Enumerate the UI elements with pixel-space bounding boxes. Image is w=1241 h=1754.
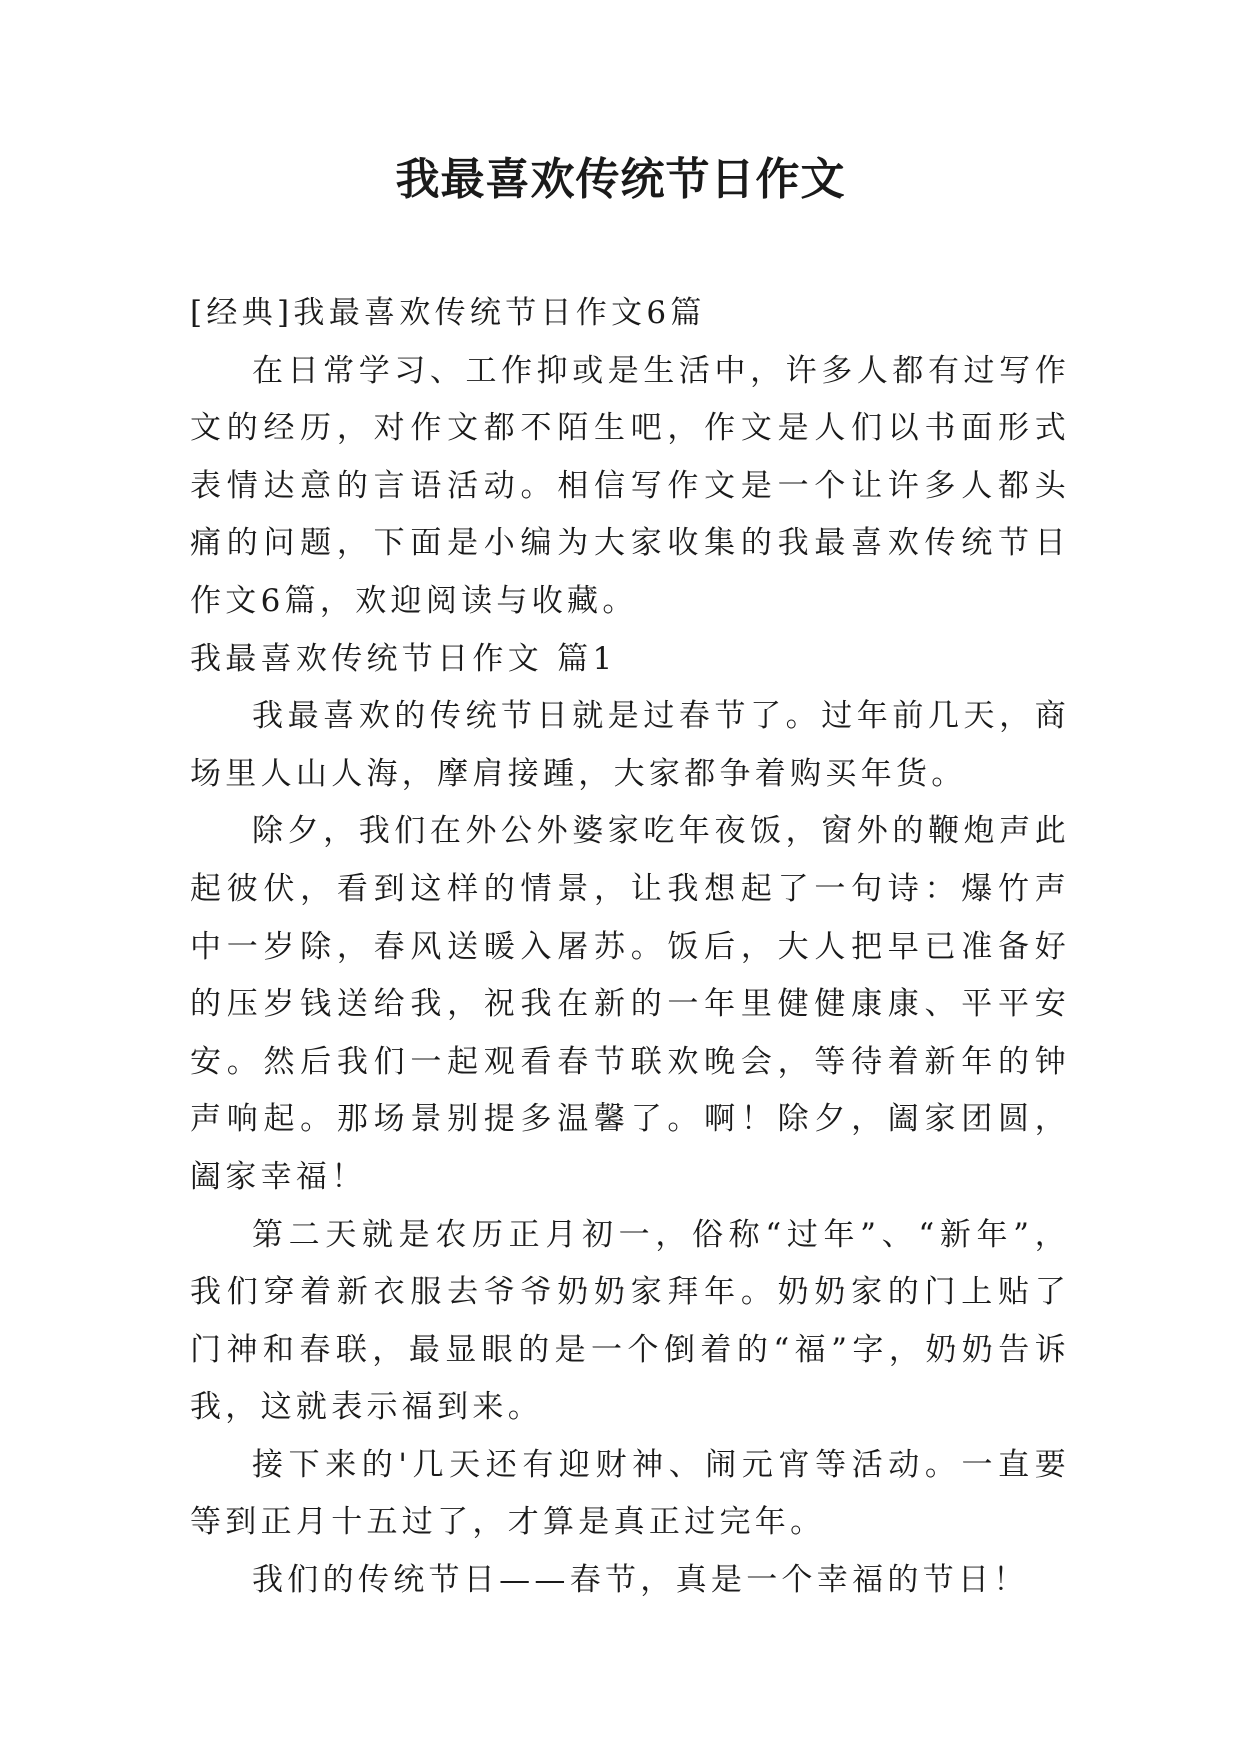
body-paragraph: 第二天就是农历正月初一，俗称“过年”、“新年”，我们穿着新衣服去爷爷奶奶家拜年。奶奶家的门上贴了门神和春联，最显眼的是一个倒着的“福”字，奶奶告诉我，这就表示福到来。	[190, 1216, 1070, 1426]
document-subtitle: [经典]我最喜欢传统节日作文6篇	[190, 295, 706, 331]
body-paragraph: 我最喜欢的传统节日就是过春节了。过年前几天，商场里人山人海，摩肩接踵，大家都争着购买年货。	[190, 698, 1070, 792]
body-paragraph: 除夕，我们在外公外婆家吃年夜饭，窗外的鞭炮声此起彼伏，看到这样的情景，让我想起了一句诗：爆竹声中一岁除，春风送暖入屠苏。饭后，大人把早已准备好的压岁钱送给我，祝我在新的一年里健健康康、平平安安。然后我们一起观看春节联欢晚会，等待着新年的钟声响起。那场景别提多温馨了。啊！除夕，阖家团圆，阖家幸福！	[190, 813, 1070, 1195]
body-paragraph: 我们的传统节日——春节，真是一个幸福的节日！	[252, 1562, 1029, 1599]
document-body	[190, 285, 1070, 1610]
section-heading: 我最喜欢传统节日作文 篇1	[190, 640, 617, 677]
intro-paragraph: 在日常学习、工作抑或是生活中，许多人都有过写作文的经历，对作文都不陌生吧，作文是人们以书面形式表情达意的言语活动。相信写作文是一个让许多人都头痛的问题，下面是小编为大家收集的我最喜欢传统节日作文6篇，欢迎阅读与收藏。	[190, 352, 1070, 619]
body-paragraph: 接下来的'几天还有迎财神、闹元宵等活动。一直要等到正月十五过了，才算是真正过完年。	[190, 1446, 1070, 1541]
document-title: 我最喜欢传统节日作文	[395, 154, 846, 205]
